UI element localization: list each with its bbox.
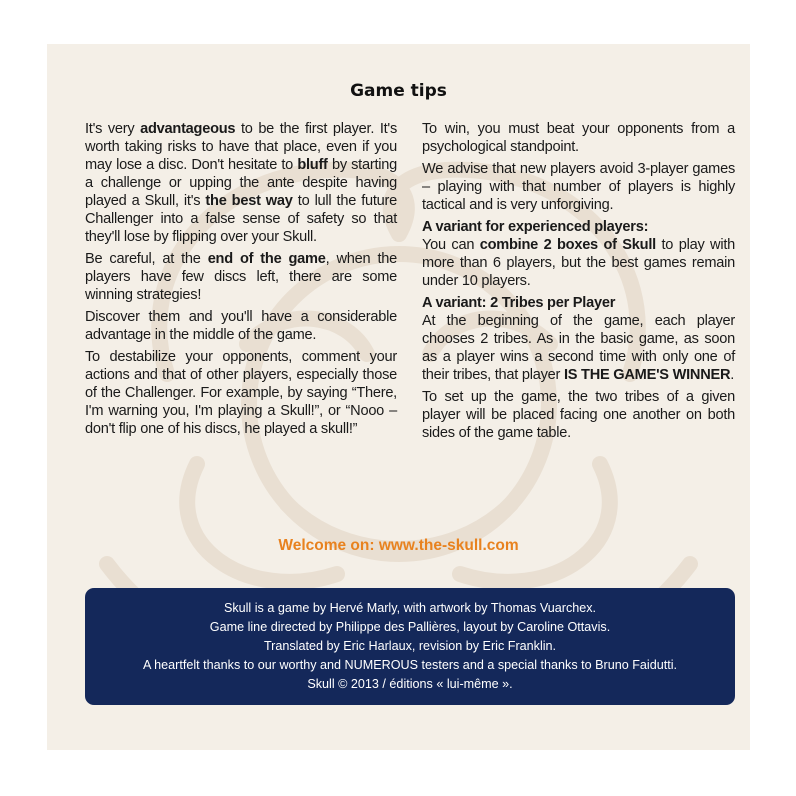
credits-line: Skull © 2013 / éditions « lui-même ». [307, 677, 513, 691]
tip-paragraph-psychology: To win, you must beat your opponents from a psychological standpoint. [422, 121, 735, 155]
variant-paragraph-setup: To set up the game, the two tribes of a given player will be placed facing one another on both sides of the game table. [422, 389, 735, 441]
tip-paragraph-first-player: It's very advantageous to be the first player. It's worth taking risks to have that place, even if you may lose a disc. Don't hesitate to bluff by starting a challenge or upping the ante despite having played a Skull, it's the best way to lull the future Challenger into a false sense of safety so that they'll lose by flipping over your Skull. [85, 121, 398, 245]
variant-paragraph-two-tribes: At the beginning of the game, each player chooses 2 tribes. As in the basic game, as soon as a player wins a second time with only one of their tribes, that player IS THE GAME'S WINNER. [422, 313, 735, 383]
variant-paragraph-combine-boxes: You can combine 2 boxes of Skull to play with more than 6 players, but the best games remain under 10 players. [422, 237, 735, 289]
credits-line: A heartfelt thanks to our worthy and NUMEROUS testers and a special thanks to Bruno Faidutti. [142, 658, 678, 672]
credits-line: Translated by Eric Harlaux, revision by Eric Franklin. [263, 639, 557, 653]
credits-box [85, 588, 735, 705]
credits-line: Game line directed by Philippe des Pallières, layout by Caroline Ottavis. [209, 620, 611, 634]
tip-paragraph-end-game: Be careful, at the end of the game, when the players have few discs left, there are some winning strategies! [85, 251, 397, 303]
credits-line: Skull is a game by Hervé Marly, with artwork by Thomas Vuarchex. [223, 601, 597, 615]
tip-paragraph-three-players: We advise that new players avoid 3-player games – playing with that number of players is highly tactical and is very unforgiving. [422, 161, 735, 213]
tip-paragraph-destabilize: To destabilize your opponents, comment your actions and that of other players, especially those of the Challenger. For example, by saying “There, I'm warning you, I'm playing a Skull!”, or “Nooo – don't flip one of his discs, he played a skull!” [85, 349, 397, 437]
website-link[interactable]: Welcome on: www.the-skull.com [278, 537, 519, 554]
right-column [422, 120, 735, 446]
tip-paragraph-discover: Discover them and you'll have a considerable advantage in the middle of the game. [85, 309, 397, 343]
variant-heading-experienced: A variant for experienced players: [422, 219, 649, 235]
rules-page [47, 44, 750, 750]
page-title: Game tips [350, 81, 447, 101]
left-column [85, 120, 397, 442]
variant-heading-two-tribes: A variant: 2 Tribes per Player [422, 295, 616, 311]
